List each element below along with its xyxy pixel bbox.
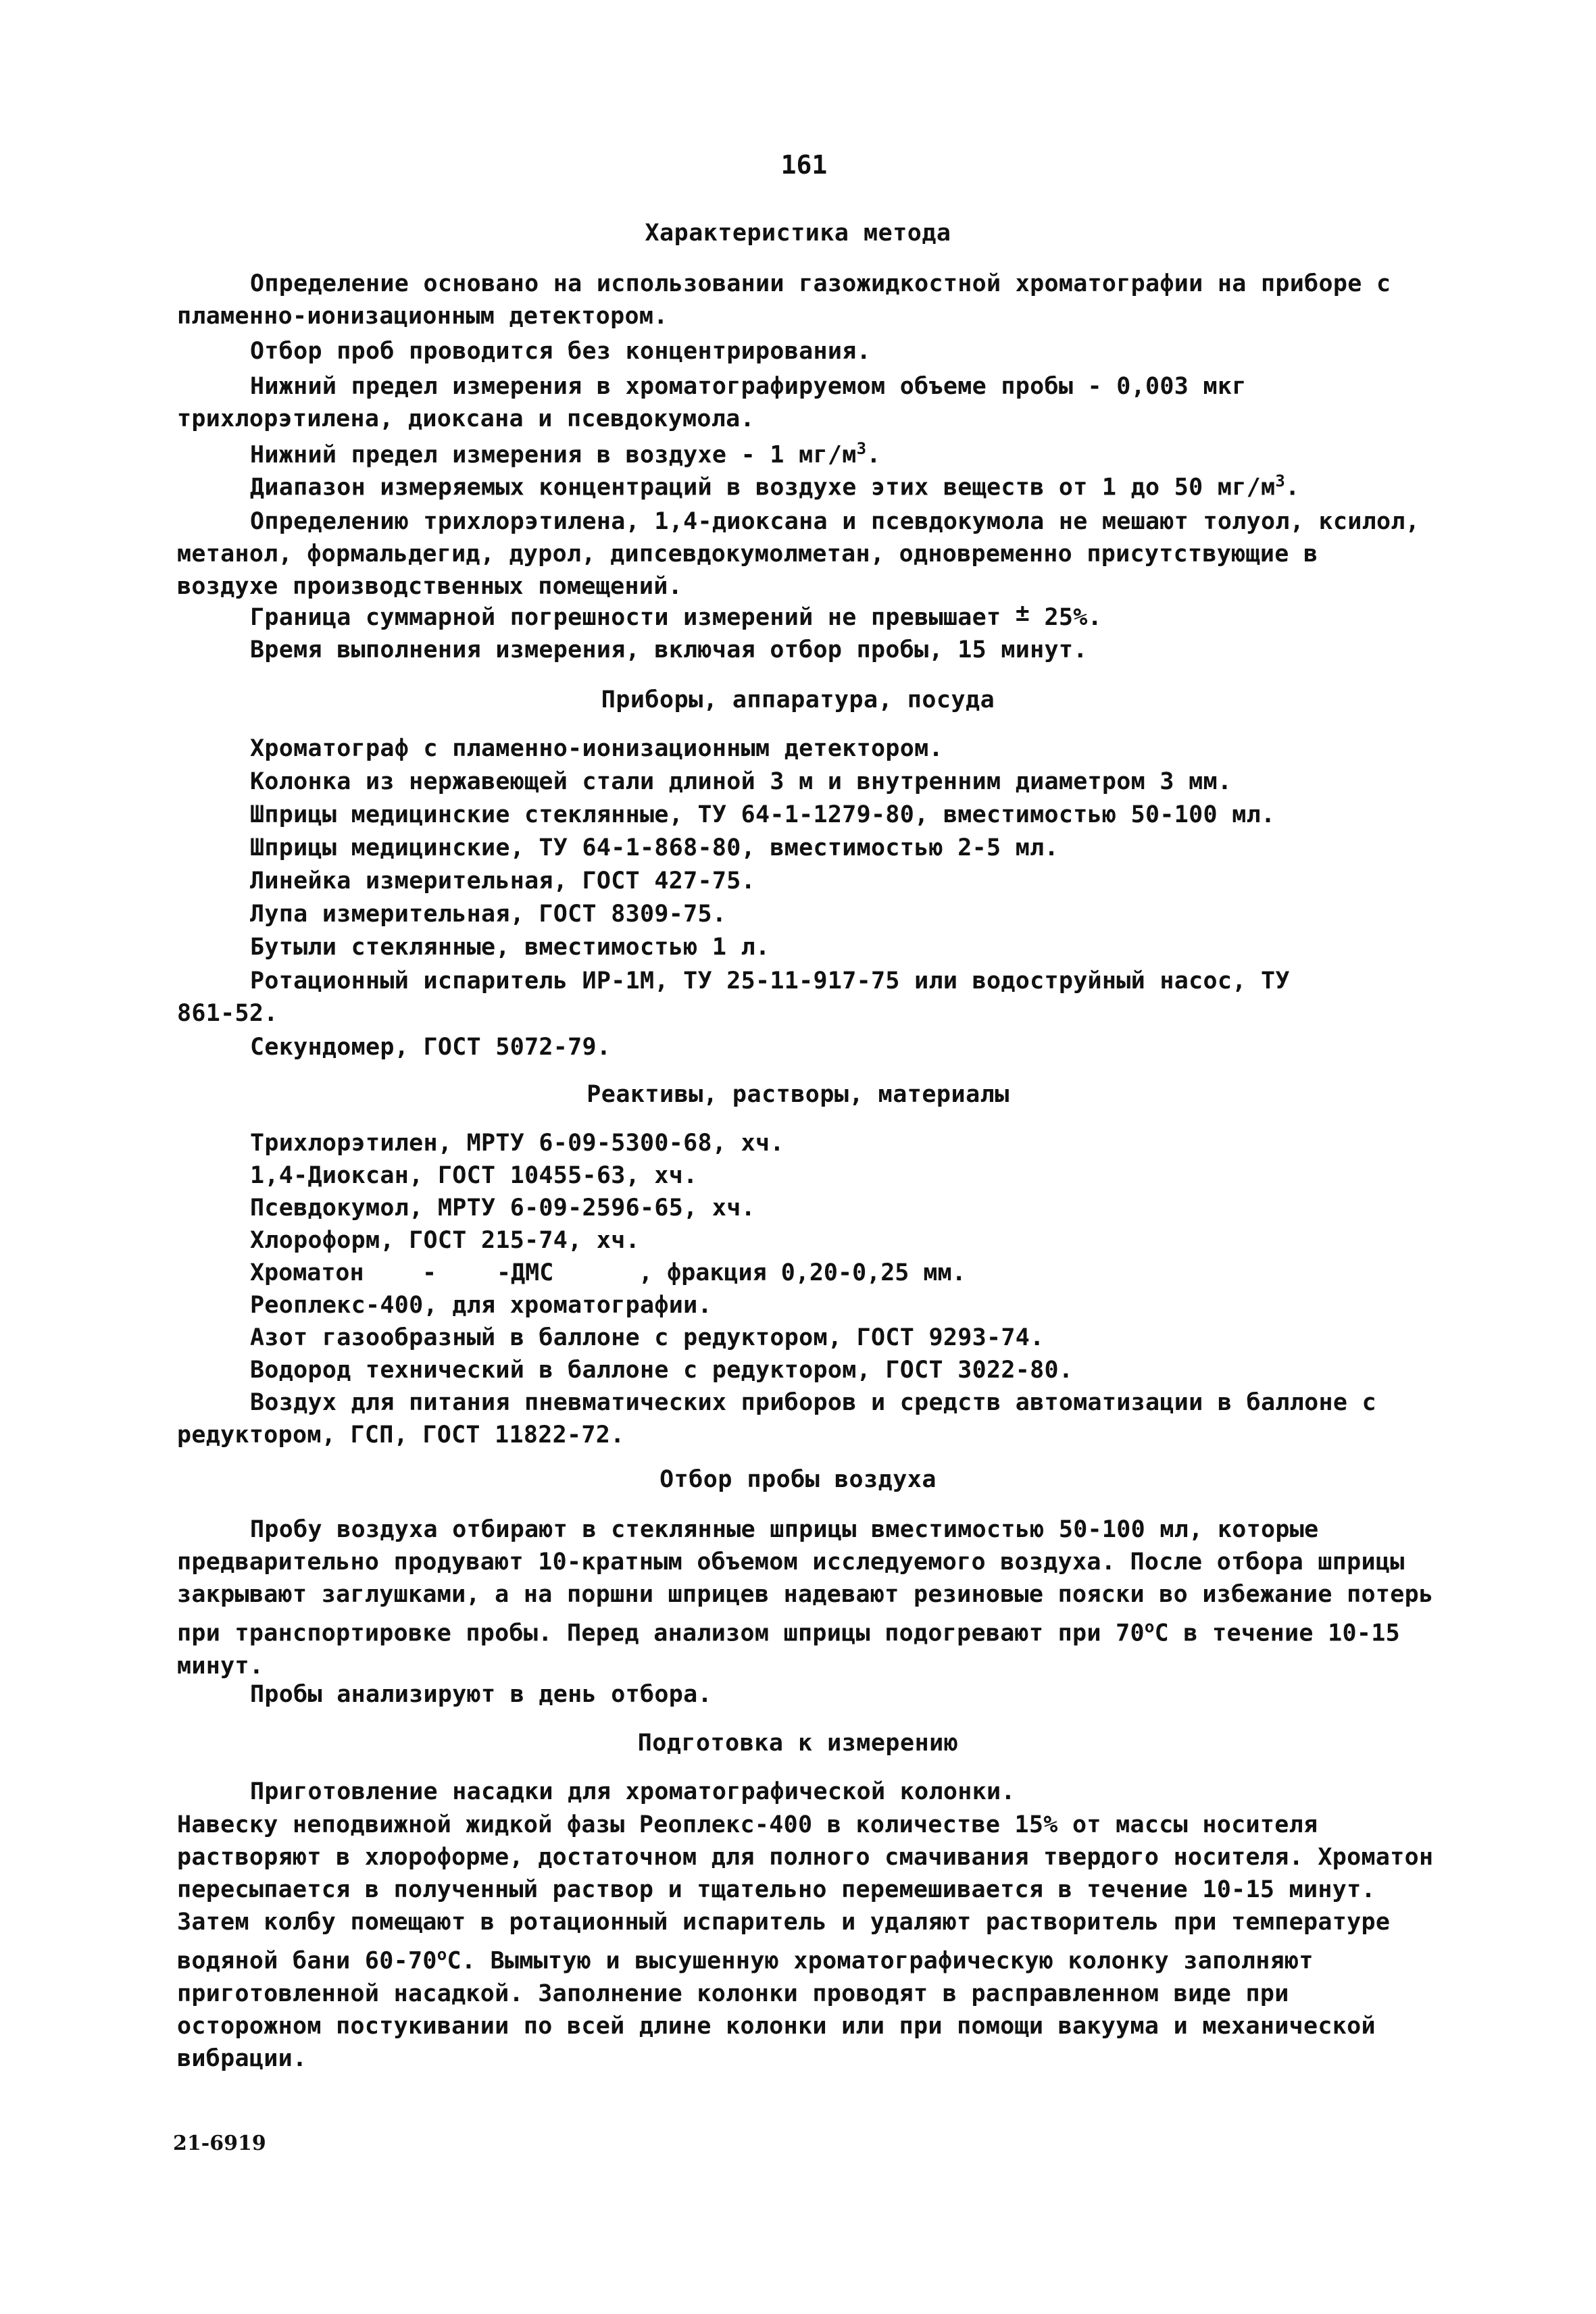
instrument-item: Бутыли стеклянные, вместимостью 1 л. [250, 934, 770, 961]
paragraph-sampling: Отбор проб проводится без концентрирования. [250, 338, 871, 365]
instrument-item: Колонка из нержавеющей стали длиной 3 м и внутренним диаметром 3 мм. [250, 768, 1232, 795]
paragraph-lower-limit-air: Нижний предел измерения в воздухе - 1 $мг/м^3$. [250, 439, 881, 469]
instrument-stopwatch: Секундомер, ГОСТ 5072-79. [250, 1034, 612, 1061]
heading-instruments: Приборы, аппаратура, посуда [601, 686, 995, 713]
reagent-item: Трихлорэтилен, МРТУ 6-09-5300-68, хч. [250, 1130, 784, 1157]
reagent-item: Хлороформ, ГОСТ 215-74, хч. [250, 1227, 641, 1254]
reagent-item: Азот газообразный в баллоне с редуктором, ГОСТ 9293-74. [250, 1324, 1045, 1351]
plus-minus-sign: ± [1015, 600, 1030, 627]
paragraph-range: Диапазон измеряемых концентраций в воздухе этих веществ от 1 до 50 $мг/м^3$. [250, 472, 1300, 501]
paragraph-analysis-day: Пробы анализируют в день отбора. [250, 1681, 712, 1708]
paragraph-lower-limit-volume: Нижний предел измерения в хроматографируемом объеме пробы - 0,003 мкг трихлорэтилена, диоксана и псевдокумола. [177, 373, 1247, 432]
instrument-evaporator: Ротационный испаритель ИР-1М, ТУ 25-11-917-75 или водоструйный насос, ТУ 861-52. [177, 967, 1290, 1027]
paragraph-packing-procedure: Навеску неподвижной жидкой фазы Реоплекс-400 в количестве 15% от массы носителя растворяют в хлороформе, достаточном для полного смачивания твердого носителя. Хроматон пересыпается в полученный раствор и тщательно перемешивается в течение 10-15 минут. Затем колбу помещают в ротационный испаритель и удаляют растворитель при температуре водяной бани $60-70^оС$. Вымытую и высушенную хроматографическую колонку заполняют приготовленной насадкой. Заполнение колонки проводят в расправленном виде при осторожном постукивании по всей длине колонки или при помощи вакуума и механической вибрации. [177, 1811, 1434, 2072]
instrument-item: Хроматограф с пламенно-ионизационным детектором. [250, 735, 943, 762]
paragraph-air-sampling: Пробу воздуха отбирают в стеклянные шприцы вместимостью 50-100 мл, которые предварительно продувают 10-кратным объемом исследуемого воздуха. После отбора шприцы закрывают заглушками, а на поршни шприцев надевают резиновые пояски во избежание потерь при транспортировке пробы. Перед анализом шприцы подогревают при $70^оС$ в течение 10-15 минут. [177, 1516, 1434, 1680]
paragraph-packing-preparation: Приготовление насадки для хроматографической колонки. [250, 1778, 1016, 1805]
paragraph-duration: Время выполнения измерения, включая отбор пробы, 15 минут. [250, 636, 1088, 663]
heading-reagents: Реактивы, растворы, материалы [587, 1081, 1009, 1108]
reagent-item: Реоплекс-400, для хроматографии. [250, 1292, 712, 1319]
reagent-air: Воздух для питания пневматических приборов и средств автоматизации в баллоне с редуктором, ГСП, ГОСТ 11822-72. [177, 1389, 1376, 1449]
paragraph-error-limit: Граница суммарной погрешности измерений не превышает ± 25%. [250, 600, 1102, 631]
reagent-chromaton: Хроматон - -ДМС , фракция 0,20-0,25 мм. [250, 1259, 966, 1286]
instrument-item: Шприцы медицинские стеклянные, ТУ 64-1-1279-80, вместимостью 50-100 мл. [250, 801, 1276, 828]
footer-code: 21-6919 [173, 2132, 266, 2155]
heading-method-characteristics: Характеристика метода [645, 220, 951, 247]
instrument-item: Шприцы медицинские, ТУ 64-1-868-80, вместимостью 2-5 мл. [250, 834, 1059, 861]
heading-preparation: Подготовка к измерению [637, 1730, 959, 1757]
instrument-item: Линейка измерительная, ГОСТ 427-75. [250, 867, 756, 895]
reagent-item: Водород технический в баллоне с редуктором, ГОСТ 3022-80. [250, 1357, 1074, 1384]
paragraph-interference: Определению трихлорэтилена, 1,4-диоксана и псевдокумола не мешают толуол, ксилол, метанол, формальдегид, дурол, дипсевдокумолметан, одновременно присутствующие в воздухе производственных помещений. [177, 508, 1420, 600]
heading-air-sampling: Отбор пробы воздуха [659, 1466, 937, 1493]
instrument-item: Лупа измерительная, ГОСТ 8309-75. [250, 901, 727, 928]
reagent-item: 1,4-Диоксан, ГОСТ 10455-63, хч. [250, 1162, 698, 1189]
page-number: 161 [780, 150, 828, 180]
reagent-item: Псевдокумол, МРТУ 6-09-2596-65, хч. [250, 1194, 756, 1222]
paragraph-method-basis: Определение основано на использовании газожидкостной хроматографии на приборе с пламенно-ионизационным детектором. [177, 270, 1391, 330]
